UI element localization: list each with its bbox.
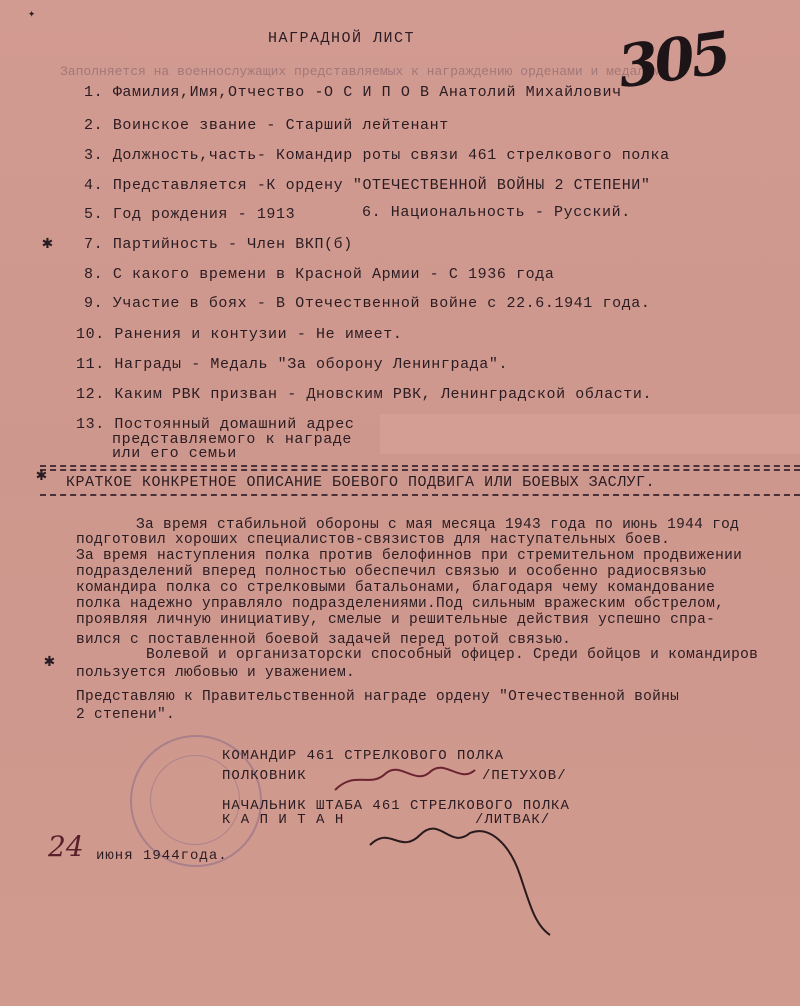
description-line: За время стабильной обороны с мая месяца 1943 года по июнь 1944 год [136, 517, 740, 533]
divider-top-2 [40, 469, 800, 471]
item-4: 4. Представляется -К ордену "ОТЕЧЕСТВЕННОЙ ВОЙНЫ 2 СТЕПЕНИ" [84, 177, 651, 194]
item-1: 1. Фамилия,Имя,Отчество -О С И П О В Анатолий Михайлович [84, 84, 622, 101]
chief-rank: К А П И Т А Н [222, 812, 345, 828]
item-9: 9. Участие в боях - В Отечественной войне с 22.6.1941 года. [84, 295, 651, 312]
description-line: проявляя личную инициативу, смелые и решительные действия успешно спра- [76, 612, 716, 628]
date-text: июня 1944года. [96, 848, 228, 864]
description-line: 2 степени". [76, 707, 176, 723]
item-10: 10. Ранения и контузии - Не имеет. [76, 326, 403, 343]
chief-name: /ЛИТВАК/ [475, 812, 551, 828]
item-13: 13. Постоянный домашний адрес [76, 416, 355, 433]
item-6: 6. Национальность - Русский. [362, 204, 631, 221]
item-3: 3. Должность,часть- Командир роты связи 461 стрелкового полка [84, 147, 670, 164]
description-line: подразделений вперед полностью обеспечил связью и особенно радиосвязью [76, 564, 707, 580]
item-12: 12. Каким РВК призван - Дновским РВК, Ленинградской области. [76, 386, 653, 403]
item-2: 2. Воинское звание - Старший лейтенант [84, 117, 449, 134]
handwritten-number: 305 [613, 18, 732, 102]
description-line: подготовил хороших специалистов-связистов для наступательных боев. [76, 532, 671, 548]
divider-bottom [40, 494, 800, 496]
chief-title: НАЧАЛЬНИК ШТАБА 461 СТРЕЛКОВОГО ПОЛКА [222, 798, 570, 814]
page-title: НАГРАДНОЙ ЛИСТ [268, 30, 416, 47]
item-8: 8. С какого времени в Красной Армии - С 1936 года [84, 266, 555, 283]
date-day-handwritten: 24 [48, 830, 84, 863]
description-line: командира полка со стрелковыми батальонами, благодаря чему командование [76, 580, 716, 596]
section-heading: КРАТКОЕ КОНКРЕТНОЕ ОПИСАНИЕ БОЕВОГО ПОДВИГА ИЛИ БОЕВЫХ ЗАСЛУГ. [66, 474, 656, 491]
faint-header-line: Заполняется на военнослужащих представляемых к награждению орденами и медалями [60, 64, 669, 79]
margin-mark-icon: ✱ [44, 652, 55, 672]
item-7: 7. Партийность - Член ВКП(б) [84, 236, 353, 253]
item-13-line-2: представляемого к награде [112, 431, 353, 448]
item-11: 11. Награды - Медаль "За оборону Ленинграда". [76, 356, 509, 373]
commander-rank: ПОЛКОВНИК [222, 768, 307, 784]
description-line: Представляю к Правительственной награде ордену "Отечественной войны [76, 689, 680, 705]
item-13-line-3: или его семьи [112, 445, 237, 462]
description-line: За время наступления полка против белофиннов при стремительном продвижении [76, 548, 743, 564]
corner-mark-icon: ✦ [28, 7, 36, 21]
description-line: полка надежно управляло подразделениями.Под сильным вражеским обстрелом, [76, 596, 725, 612]
item-5: 5. Год рождения - 1913 [84, 206, 296, 223]
divider-top [40, 465, 800, 467]
commander-signature-icon [330, 760, 480, 800]
commander-title: КОМАНДИР 461 СТРЕЛКОВОГО ПОЛКА [222, 748, 505, 764]
redacted-address [380, 414, 800, 454]
description-line: вился с поставленной боевой задачей перед ротой связью. [76, 632, 572, 648]
commander-name: /ПЕТУХОВ/ [482, 768, 567, 784]
description-line: пользуется любовью и уважением. [76, 665, 356, 681]
margin-mark-icon: ✱ [36, 466, 47, 486]
chief-signature-icon [360, 815, 580, 945]
margin-mark-icon: ✱ [42, 234, 53, 254]
description-line: Волевой и организаторски способный офицер. Среди бойцов и командиров [146, 647, 759, 663]
